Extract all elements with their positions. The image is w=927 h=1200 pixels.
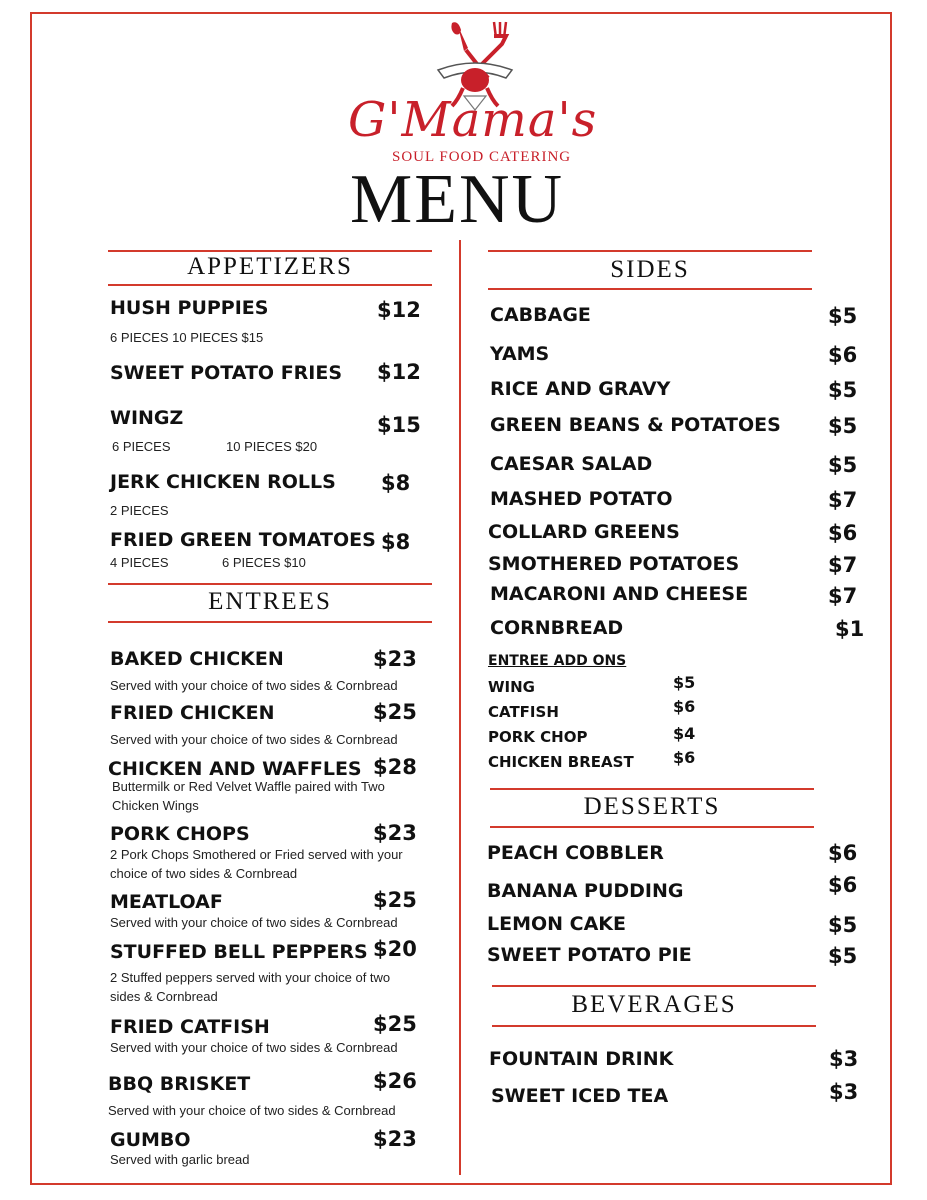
price-sweet-iced-tea: $3	[829, 1080, 859, 1104]
menu-item-hush-puppies: HUSH PUPPIES	[110, 297, 269, 319]
price-fried-green-tomatoes: $8	[381, 530, 411, 554]
menu-title: MENU	[350, 161, 565, 238]
addon-catfish: CATFISH	[488, 703, 559, 721]
desc-bbq-brisket: Served with your choice of two sides & Cornbread	[108, 1103, 396, 1118]
price-banana-pudding: $6	[828, 873, 858, 897]
beverages-title: BEVERAGES	[571, 991, 737, 1018]
desc-wingz-a: 6 PIECES	[112, 439, 171, 454]
side-mashed-potato: MASHED POTATO	[490, 488, 673, 510]
brand-name: G'Mama's	[348, 92, 598, 148]
price-stuffed-bell-peppers: $20	[373, 937, 417, 961]
menu-item-wingz: WINGZ	[110, 407, 184, 429]
menu-item-fried-chicken: FRIED CHICKEN	[110, 702, 275, 724]
beverages-header	[492, 985, 816, 1027]
desc-baked-chicken: Served with your choice of two sides & Cornbread	[110, 678, 398, 693]
desc-pork-chops-2: choice of two sides & Cornbread	[110, 866, 298, 881]
price-gumbo: $23	[373, 1127, 417, 1151]
desc-fried-chicken: Served with your choice of two sides & Cornbread	[110, 732, 398, 747]
appetizers-header	[108, 250, 432, 286]
price-fountain-drink: $3	[829, 1047, 859, 1071]
side-smothered-potatoes: SMOTHERED POTATOES	[488, 553, 740, 575]
beverage-sweet-iced-tea: SWEET ICED TEA	[491, 1085, 669, 1107]
price-chicken-and-waffles: $28	[373, 755, 417, 779]
price-hush-puppies: $12	[377, 298, 421, 322]
price-rice-and-gravy: $5	[828, 378, 858, 402]
menu-item-pork-chops: PORK CHOPS	[110, 823, 250, 845]
desc-fried-green-tomatoes-b: 6 PIECES $10	[222, 555, 306, 570]
appetizers-title: APPETIZERS	[187, 253, 353, 280]
price-addon-chicken-breast: $6	[673, 748, 696, 767]
menu-item-gumbo: GUMBO	[110, 1129, 191, 1151]
price-jerk-chicken-rolls: $8	[381, 471, 411, 495]
desserts-header	[490, 788, 814, 828]
desc-chicken-and-waffles-1: Buttermilk or Red Velvet Waffle paired with Two	[112, 779, 385, 794]
side-rice-and-gravy: RICE AND GRAVY	[490, 378, 671, 400]
price-bbq-brisket: $26	[373, 1069, 417, 1093]
price-fried-chicken: $25	[373, 700, 417, 724]
menu-item-stuffed-bell-peppers: STUFFED BELL PEPPERS	[110, 941, 368, 963]
price-addon-pork-chop: $4	[673, 724, 696, 743]
side-green-beans-potatoes: GREEN BEANS & POTATOES	[490, 414, 781, 436]
price-green-beans-potatoes: $5	[828, 414, 858, 438]
price-baked-chicken: $23	[373, 647, 417, 671]
desc-jerk-chicken-rolls: 2 PIECES	[110, 503, 169, 518]
price-fried-catfish: $25	[373, 1012, 417, 1036]
addons-title: ENTREE ADD ONS	[488, 653, 627, 669]
desc-wingz-b: 10 PIECES $20	[226, 439, 318, 454]
brand-subtitle: SOUL FOOD CATERING	[392, 149, 572, 165]
price-cabbage: $5	[828, 304, 858, 328]
dessert-banana-pudding: BANANA PUDDING	[487, 880, 684, 902]
dessert-peach-cobbler: PEACH COBBLER	[487, 842, 664, 864]
price-mashed-potato: $7	[828, 488, 858, 512]
desc-chicken-and-waffles-2: Chicken Wings	[112, 798, 199, 813]
price-sweet-potato-fries: $12	[377, 360, 421, 384]
menu-item-meatloaf: MEATLOAF	[110, 891, 223, 913]
sides-header	[488, 250, 812, 290]
side-cabbage: CABBAGE	[490, 304, 591, 326]
price-sweet-potato-pie: $5	[828, 944, 858, 968]
price-macaroni-and-cheese: $7	[828, 584, 858, 608]
desc-meatloaf: Served with your choice of two sides & Cornbread	[110, 915, 398, 930]
price-yams: $6	[828, 343, 858, 367]
price-meatloaf: $25	[373, 888, 417, 912]
desc-fried-catfish: Served with your choice of two sides & Cornbread	[110, 1040, 398, 1055]
addon-pork-chop: PORK CHOP	[488, 728, 588, 746]
menu-item-jerk-chicken-rolls: JERK CHICKEN ROLLS	[110, 471, 336, 493]
entrees-header	[108, 583, 432, 623]
addon-chicken-breast: CHICKEN BREAST	[488, 753, 634, 771]
beverage-fountain-drink: FOUNTAIN DRINK	[489, 1048, 674, 1070]
column-divider	[459, 240, 461, 1175]
sides-title: SIDES	[610, 256, 690, 283]
entrees-title: ENTREES	[208, 588, 332, 615]
side-cornbread: CORNBREAD	[490, 617, 624, 639]
side-yams: YAMS	[490, 343, 550, 365]
desc-pork-chops-1: 2 Pork Chops Smothered or Fried served with your	[110, 847, 403, 862]
price-pork-chops: $23	[373, 821, 417, 845]
desc-gumbo: Served with garlic bread	[110, 1152, 250, 1167]
price-addon-catfish: $6	[673, 697, 696, 716]
price-collard-greens: $6	[828, 521, 858, 545]
desc-stuffed-bell-peppers-1: 2 Stuffed peppers served with your choice of two	[110, 970, 391, 985]
menu-item-sweet-potato-fries: SWEET POTATO FRIES	[110, 362, 343, 384]
side-macaroni-and-cheese: MACARONI AND CHEESE	[490, 583, 749, 605]
price-wingz: $15	[377, 413, 421, 437]
addon-wing: WING	[488, 678, 535, 696]
desserts-title: DESSERTS	[583, 793, 721, 820]
dessert-sweet-potato-pie: SWEET POTATO PIE	[487, 944, 692, 966]
price-smothered-potatoes: $7	[828, 553, 858, 577]
side-collard-greens: COLLARD GREENS	[488, 521, 680, 543]
price-cornbread: $1	[835, 617, 865, 641]
menu-item-fried-catfish: FRIED CATFISH	[110, 1016, 270, 1038]
price-lemon-cake: $5	[828, 913, 858, 937]
price-peach-cobbler: $6	[828, 841, 858, 865]
price-addon-wing: $5	[673, 673, 696, 692]
menu-item-baked-chicken: BAKED CHICKEN	[110, 648, 284, 670]
menu-item-fried-green-tomatoes: FRIED GREEN TOMATOES	[110, 529, 376, 551]
dessert-lemon-cake: LEMON CAKE	[487, 913, 627, 935]
price-caesar-salad: $5	[828, 453, 858, 477]
desc-hush-puppies: 6 PIECES 10 PIECES $15	[110, 330, 264, 345]
menu-item-bbq-brisket: BBQ BRISKET	[108, 1073, 251, 1095]
desc-stuffed-bell-peppers-2: sides & Cornbread	[110, 989, 218, 1004]
menu-item-chicken-and-waffles: CHICKEN AND WAFFLES	[108, 758, 362, 780]
desc-fried-green-tomatoes-a: 4 PIECES	[110, 555, 169, 570]
side-caesar-salad: CAESAR SALAD	[490, 453, 653, 475]
